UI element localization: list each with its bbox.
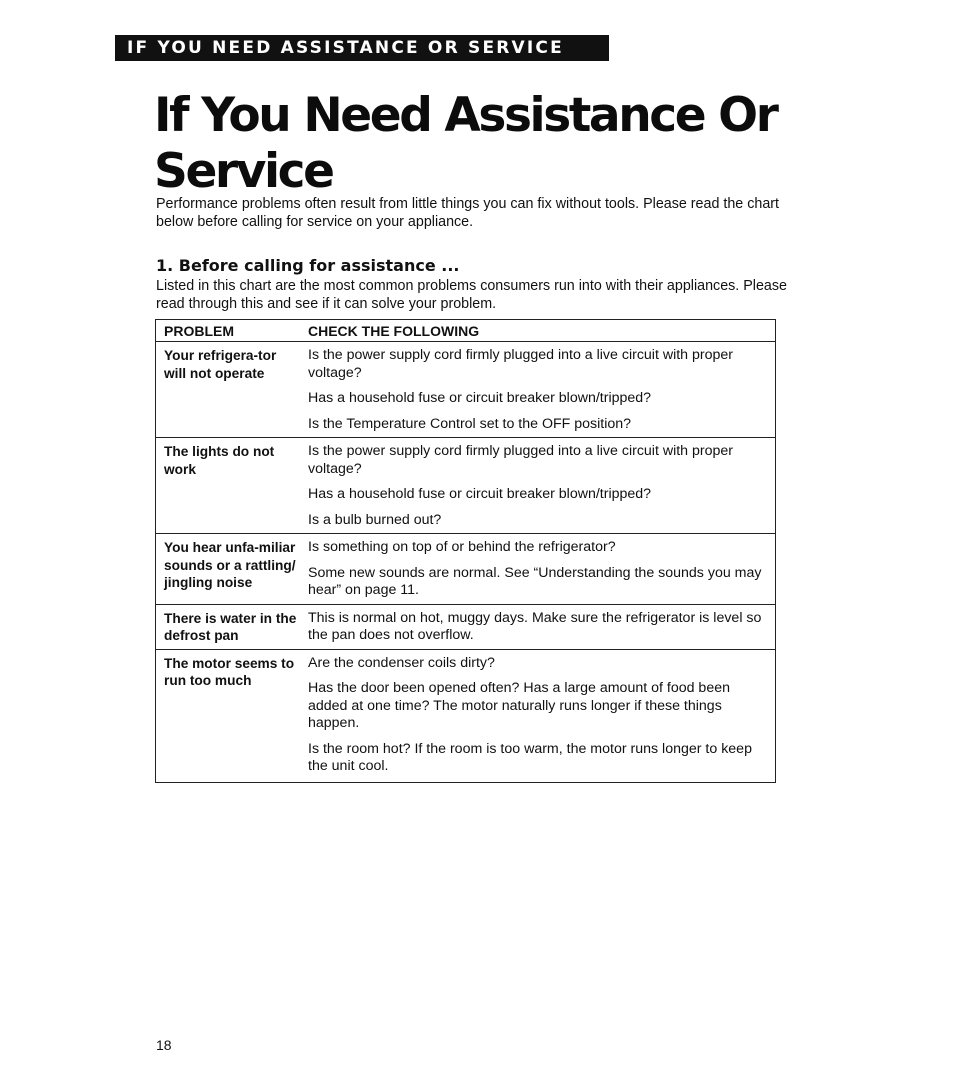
check-item: Is the Temperature Control set to the OFF position? [308,415,632,432]
chart-header-row [156,320,775,342]
check-item: Is the power supply cord firmly plugged into a live circuit with proper voltage? [308,347,734,381]
problem-cell: You hear unfa-miliar sounds or a rattling/ jingling noise [164,540,296,590]
intro-paragraph: Performance problems often result from little things you can fix without tools. Please read the chart below before calling for service on your appliance. [156,196,780,230]
chart-row-unfamiliar-sounds [156,534,775,605]
page-number: 18 [156,1037,172,1053]
column-header-check: CHECK THE FOLLOWING [308,322,480,339]
page-title [154,88,854,200]
check-item: Has the door been opened often? Has a large amount of food been added at one time? The motor naturally runs longer if these things happen. [308,680,730,731]
check-item: Is a bulb burned out? [308,511,442,528]
checks-cell [308,539,775,600]
check-item: Has a household fuse or circuit breaker blown/tripped? [308,390,652,406]
check-item: Some new sounds are normal. See “Understanding the sounds you may hear” on page 11. [308,564,762,598]
checks-cell [308,347,775,433]
check-item: Is the room hot? If the room is too warm, the motor runs longer to keep the unit cool. [308,740,752,774]
problem-cell: There is water in the defrost pan [164,610,297,643]
problem-cell: Your refrigera-tor will not operate [164,348,277,381]
chart-row-motor-runs-too-much [156,650,775,782]
checks-cell [308,655,775,776]
chart-row-water-in-defrost-pan [156,605,775,650]
troubleshooting-chart [155,319,776,783]
page-title-line-1: If You Need Assistance Or [154,88,777,143]
column-header-problem: PROBLEM [164,322,234,339]
problem-cell: The lights do not work [164,444,275,477]
page-title-line-2: Service [154,144,333,199]
check-item: Is the power supply cord firmly plugged into a live circuit with proper voltage? [308,443,734,477]
check-item: Is something on top of or behind the refrigerator? [308,539,616,555]
check-item: Has a household fuse or circuit breaker blown/tripped? [308,486,652,502]
check-item: Are the condenser coils dirty? [308,654,495,671]
section-intro-paragraph: Listed in this chart are the most common problems consumers run into with their appliances. Please read through this and see if it can solve your problem. [156,278,787,312]
section-heading-before-calling: 1. Before calling for assistance ... [156,256,460,275]
section-banner: IF YOU NEED ASSISTANCE OR SERVICE [115,35,609,61]
chart-row-will-not-operate [156,342,775,438]
chart-row-lights-do-not-work [156,438,775,534]
checks-cell [308,443,775,529]
check-item: This is normal on hot, muggy days. Make sure the refrigerator is level so the pan does not overflow. [308,609,762,643]
checks-cell [308,610,775,645]
problem-cell: The motor seems to run too much [164,655,295,688]
